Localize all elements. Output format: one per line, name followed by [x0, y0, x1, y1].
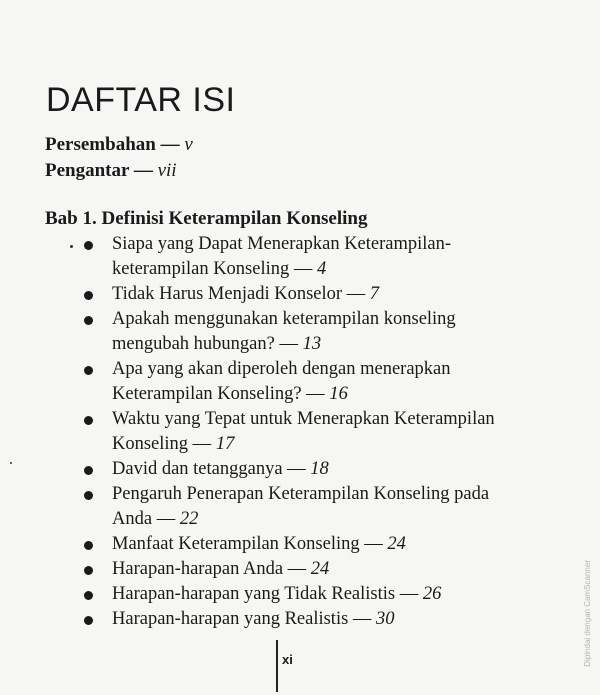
toc-item-text: Waktu yang Tepat untuk Menerapkan Keterampilan Konseling — — [112, 409, 495, 454]
toc-item-text: Harapan-harapan yang Tidak Realistis — — [112, 584, 419, 604]
toc-front-page: vii — [157, 160, 177, 181]
toc-item — [80, 482, 500, 532]
toc-item-list — [80, 232, 500, 632]
toc-item — [80, 282, 500, 307]
toc-item-text: Manfaat Keterampilan Konseling — — [112, 534, 383, 554]
scan-speck — [10, 462, 12, 464]
toc-item-page: 22 — [179, 509, 199, 529]
toc-item-page: 24 — [387, 534, 406, 554]
toc-item-text: Siapa yang Dapat Menerapkan Keterampilan-keterampilan Konseling — — [112, 234, 452, 279]
toc-item-text: David dan tetangganya — — [112, 459, 306, 479]
toc-item-text: Tidak Harus Menjadi Konselor — — [112, 284, 366, 304]
toc-item-text: Apa yang akan diperoleh dengan menerapkan Keterampilan Konseling? — — [112, 359, 451, 404]
toc-item — [80, 307, 500, 357]
toc-item-page: 16 — [329, 384, 348, 404]
page-title: DAFTAR ISI — [46, 80, 236, 119]
toc-front-label: Pengantar — — [45, 160, 153, 181]
toc-item — [80, 407, 500, 457]
toc-item-page: 13 — [302, 334, 322, 354]
toc-item-page: 17 — [215, 434, 235, 454]
toc-item-page: 26 — [422, 584, 442, 604]
toc-item-page: 4 — [317, 259, 327, 279]
scan-speck — [70, 245, 73, 248]
toc-item — [80, 457, 500, 482]
toc-front-label: Persembahan — — [45, 134, 180, 155]
toc-item-text: Apakah menggunakan keterampilan konseling mengubah hubungan? — — [112, 309, 456, 354]
toc-front-pengantar — [45, 160, 177, 182]
toc-item — [80, 532, 500, 557]
toc-item-text: Harapan-harapan Anda — — [112, 559, 307, 579]
toc-item — [80, 582, 500, 607]
toc-item-page: 7 — [369, 284, 380, 304]
toc-item — [80, 357, 500, 407]
toc-front-persembahan — [45, 134, 193, 156]
toc-item-text: Harapan-harapan yang Realistis — — [112, 609, 372, 629]
toc-item-page: 18 — [310, 459, 329, 479]
toc-item — [80, 557, 500, 582]
chapter-heading: Bab 1. Definisi Keterampilan Konseling — [45, 208, 368, 229]
toc-item — [80, 607, 500, 632]
toc-item — [80, 232, 500, 282]
toc-item-page: 24 — [310, 559, 330, 579]
toc-item-page: 30 — [376, 609, 395, 629]
toc-item-text: Pengaruh Penerapan Keterampilan Konseling pada Anda — — [112, 484, 490, 529]
page-divider — [276, 640, 278, 692]
page-number: xi — [282, 652, 293, 667]
scanner-watermark: Dipindai dengan CamScanner — [583, 560, 592, 667]
toc-front-page: v — [184, 134, 193, 155]
